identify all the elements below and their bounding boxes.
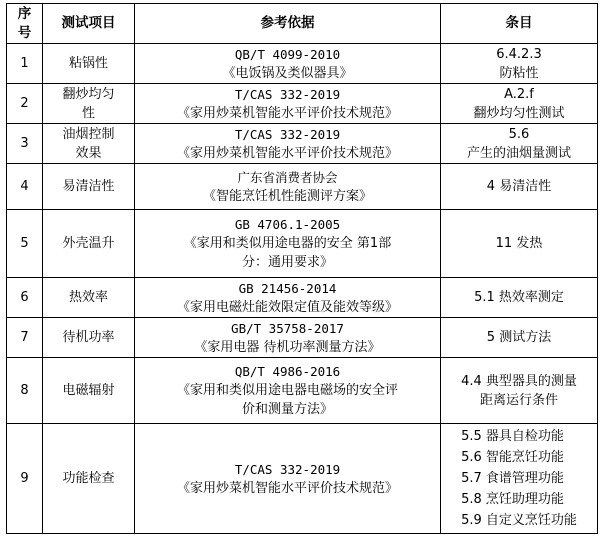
table-row xyxy=(7,164,598,210)
cell-item xyxy=(43,278,135,318)
standard-title: 分：通用要求》 xyxy=(241,255,333,270)
table-row xyxy=(7,44,598,84)
item-line: 翻炒均匀 xyxy=(62,86,115,102)
table-row xyxy=(7,318,598,358)
table-row xyxy=(7,210,598,278)
standards-table xyxy=(6,3,598,534)
table-row xyxy=(7,84,598,124)
standard-code: GB 4706.1-2005 xyxy=(234,217,341,232)
header-standard: 参考依据 xyxy=(135,4,441,44)
header-no-line1: 序 xyxy=(17,5,32,22)
header-clause: 条目 xyxy=(441,4,598,44)
cell-item xyxy=(43,84,135,124)
item-line: 粘锅性 xyxy=(68,56,108,71)
cell-item xyxy=(43,164,135,210)
item-line: 易清洁性 xyxy=(62,179,115,194)
clause-line: 翻炒均匀性测试 xyxy=(473,105,565,121)
cell-clause xyxy=(441,278,598,318)
clause-list xyxy=(461,426,577,531)
cell-standard xyxy=(135,44,441,84)
standard-title: 《家用炒菜机智能水平评价技术规范》 xyxy=(176,105,398,121)
cell-clause xyxy=(441,124,598,164)
standard-title: 《电饭锅及类似器具》 xyxy=(222,65,353,81)
standard-title: 《家用炒菜机智能水平评价技术规范》 xyxy=(176,480,398,496)
standard-code: GB 21456-2014 xyxy=(238,280,337,296)
item-line: 油烟控制 xyxy=(62,126,115,142)
standard-code: T/CAS 332-2019 xyxy=(234,126,341,142)
standard-title: 价和测量方法》 xyxy=(241,402,333,417)
item-line: 待机功率 xyxy=(62,330,115,345)
header-no xyxy=(7,4,43,44)
header-row xyxy=(7,4,598,44)
standard-code: 广东省消费者协会 xyxy=(237,169,338,185)
cell-clause xyxy=(441,164,598,210)
item-line: 功能检查 xyxy=(62,471,115,486)
clause-line: 5.7 食谱管理功能 xyxy=(461,471,564,486)
standard-title: 《家用和类似用途电器的安全 第1部 xyxy=(183,236,392,251)
cell-item xyxy=(43,424,135,534)
standard-code: T/CAS 332-2019 xyxy=(234,86,341,102)
standard-code: GB/T 35758-2017 xyxy=(231,320,344,336)
table-row xyxy=(7,124,598,164)
table-row xyxy=(7,358,598,424)
item-line: 电磁辐射 xyxy=(62,383,115,398)
cell-standard xyxy=(135,164,441,210)
cell-no: 6 xyxy=(7,278,43,318)
clause-line: 6.4.2.3 xyxy=(496,46,542,62)
cell-clause xyxy=(441,44,598,84)
clause-line: 5.9 自定义烹饪功能 xyxy=(461,513,577,528)
cell-no: 4 xyxy=(7,164,43,210)
item-line: 性 xyxy=(81,105,95,121)
item-line: 效果 xyxy=(75,145,102,161)
cell-no: 1 xyxy=(7,44,43,84)
clause-line: 5.1 热效率测定 xyxy=(474,290,564,305)
cell-item xyxy=(43,44,135,84)
cell-standard xyxy=(135,124,441,164)
clause-line: 4.4 典型器具的测量 xyxy=(461,373,577,389)
standard-code: QB/T 4099-2010 xyxy=(234,46,341,62)
item-line: 外壳温升 xyxy=(62,236,115,251)
cell-no: 5 xyxy=(7,210,43,278)
cell-standard xyxy=(135,424,441,534)
clause-line: A.2.f xyxy=(504,86,534,102)
clause-line: 5.6 xyxy=(508,126,530,142)
standard-title: 《家用电器 待机功率测量方法》 xyxy=(194,339,381,355)
cell-no: 8 xyxy=(7,358,43,424)
table-body xyxy=(7,44,598,534)
cell-no: 9 xyxy=(7,424,43,534)
cell-clause xyxy=(441,210,598,278)
clause-line: 产生的油烟量测试 xyxy=(466,145,571,161)
cell-no: 2 xyxy=(7,84,43,124)
header-no-line2: 号 xyxy=(17,24,32,41)
header-item: 测试项目 xyxy=(43,4,135,44)
clause-line: 5.8 烹饪助理功能 xyxy=(461,492,564,507)
cell-clause xyxy=(441,358,598,424)
standard-title: 《家用炒菜机智能水平评价技术规范》 xyxy=(176,145,398,161)
cell-standard xyxy=(135,358,441,424)
cell-item xyxy=(43,210,135,278)
clause-line: 防粘性 xyxy=(499,65,539,81)
clause-line: 5.5 器具自检功能 xyxy=(461,429,564,444)
cell-clause xyxy=(441,318,598,358)
standard-title: 《家用和类似用途电器电磁场的安全评 xyxy=(176,383,398,398)
cell-no: 7 xyxy=(7,318,43,358)
clause-line: 4 易清洁性 xyxy=(486,179,552,194)
cell-standard xyxy=(135,84,441,124)
cell-item xyxy=(43,318,135,358)
clause-line: 5.6 智能烹饪功能 xyxy=(461,450,564,465)
cell-item xyxy=(43,358,135,424)
cell-clause xyxy=(441,84,598,124)
table-row xyxy=(7,278,598,318)
standard-title: 《智能烹饪机性能测评方案》 xyxy=(202,188,372,204)
standard-code: T/CAS 332-2019 xyxy=(234,461,341,477)
item-line: 热效率 xyxy=(68,290,108,305)
clause-line: 5 测试方法 xyxy=(486,330,552,345)
clause-line: 距离运行条件 xyxy=(479,392,558,408)
table-row xyxy=(7,424,598,534)
cell-standard xyxy=(135,318,441,358)
clause-line: 11 发热 xyxy=(495,236,543,251)
cell-item xyxy=(43,124,135,164)
standard-title: 《家用电磁灶能效限定值及能效等级》 xyxy=(176,299,398,315)
cell-standard xyxy=(135,278,441,318)
standard-code: QB/T 4986-2016 xyxy=(234,364,341,379)
cell-standard xyxy=(135,210,441,278)
cell-no: 3 xyxy=(7,124,43,164)
cell-clause xyxy=(441,424,598,534)
